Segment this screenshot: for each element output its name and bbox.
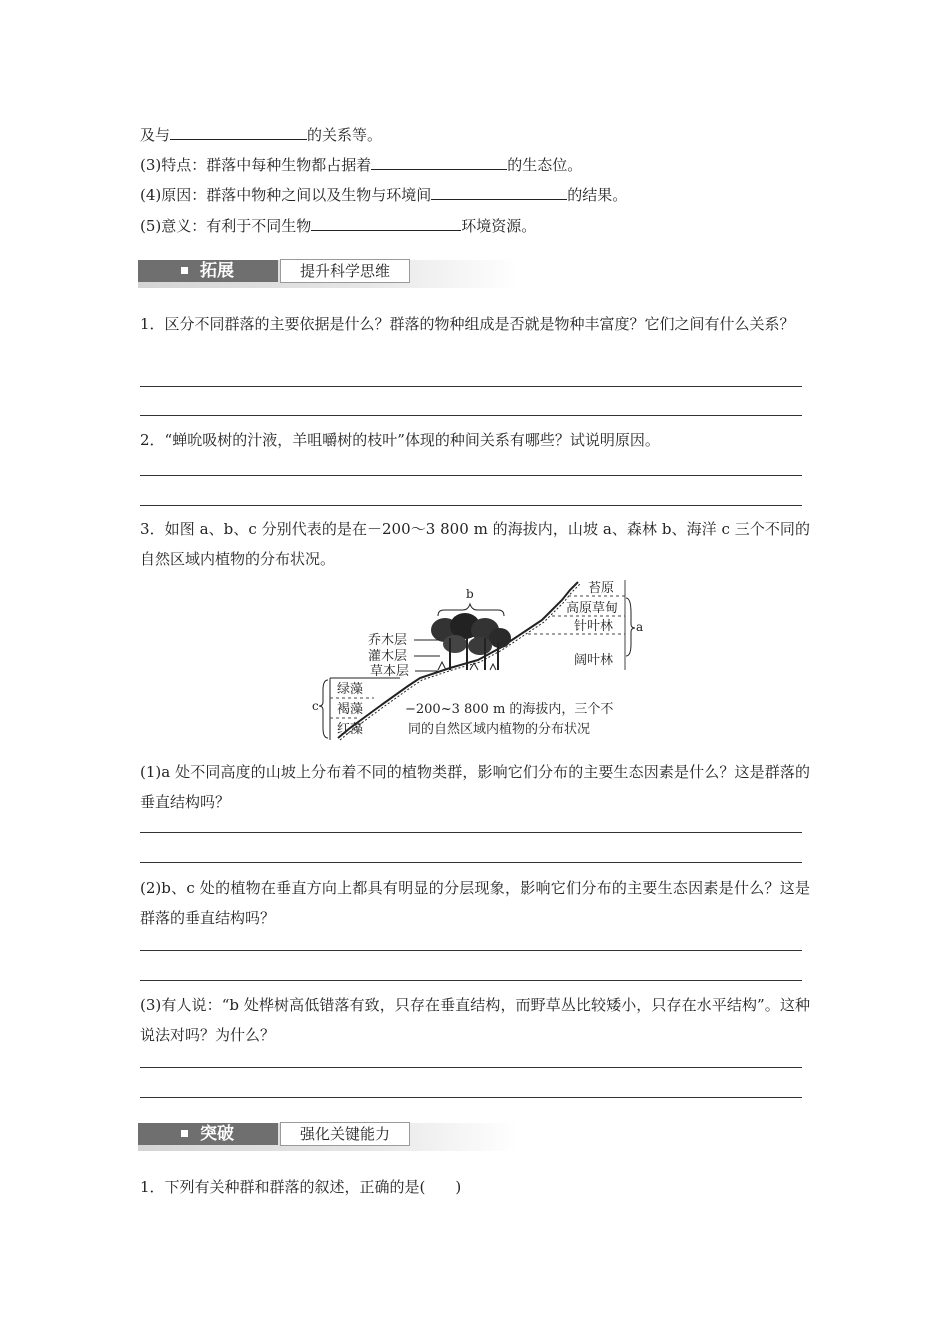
square-bullet-icon — [181, 267, 188, 274]
blank-line-significance: (5)意义：有利于不同生物 环境资源。 — [140, 217, 537, 235]
layer-shrub: 灌木层 — [368, 649, 408, 664]
banner-tag: 突破 — [200, 1124, 234, 1144]
practice-question-1: 1．下列有关种群和群落的叙述，正确的是( ) — [140, 1178, 462, 1196]
question-3-2: (2)b、c 处的植物在垂直方向上都具有明显的分层现象，影响它们分布的主要生态因素是什么？这是群落的垂直结构吗？ — [140, 879, 810, 927]
banner-tag: 拓展 — [200, 261, 234, 281]
label-c: c — [312, 699, 319, 713]
blank-line-reason: (4)原因：群落中物种之间以及生物与环境间 的结果。 — [140, 186, 628, 204]
section-banner-breakthrough — [138, 1118, 518, 1152]
answer-line[interactable] — [140, 1067, 802, 1068]
answer-line[interactable] — [140, 475, 802, 476]
layer-tree: 乔木层 — [368, 633, 408, 648]
figure-caption-line1: −200~3 800 m 的海拔内，三个不 — [405, 702, 614, 717]
banner-label: 强化关键能力 — [280, 1122, 410, 1146]
answer-blank[interactable] — [371, 154, 507, 170]
answer-line[interactable] — [140, 505, 802, 506]
layer-herb: 草本层 — [370, 664, 410, 679]
zone-alpine-meadow: 高原草甸 — [566, 601, 619, 616]
answer-blank[interactable] — [170, 124, 307, 140]
layer-brown-algae: 褐藻 — [337, 702, 364, 717]
layer-green-algae: 绿藻 — [337, 682, 364, 697]
zone-coniferous-forest: 针叶林 — [574, 619, 614, 634]
answer-line[interactable] — [140, 832, 802, 833]
figure-caption-line2: 同的自然区域内植物的分布状况 — [408, 722, 591, 737]
answer-line[interactable] — [140, 386, 802, 387]
answer-blank[interactable] — [311, 215, 461, 231]
zone-broadleaf-forest: 阔叶林 — [574, 653, 614, 668]
answer-line[interactable] — [140, 950, 802, 951]
question-3-1: (1)a 处不同高度的山坡上分布着不同的植物类群，影响它们分布的主要生态因素是什么？这是群落的垂直结构吗？ — [140, 763, 810, 811]
answer-blank[interactable] — [431, 184, 567, 200]
section-banner-extension — [138, 255, 518, 289]
question-3: 3．如图 a、b、c 分别代表的是在－200～3 800 m 的海拔内，山坡 a、森林 b、海洋 c 三个不同的自然区域内植物的分布状况。 — [140, 520, 810, 568]
layer-red-algae: 红藻 — [337, 722, 364, 737]
question-3-3: (3)有人说：“b 处桦树高低错落有致，只存在垂直结构，而野草丛比较矮小，只存在水平结构”。这种说法对吗？为什么？ — [140, 996, 810, 1044]
question-1: 1．区分不同群落的主要依据是什么？群落的物种组成是否就是物种丰富度？它们之间有什么关系？ — [140, 315, 795, 333]
banner-label: 提升科学思维 — [280, 259, 410, 283]
vegetation-distribution-figure — [312, 578, 645, 743]
answer-line[interactable] — [140, 415, 802, 416]
answer-line[interactable] — [140, 980, 802, 981]
zone-tundra: 苔原 — [588, 581, 615, 596]
answer-line[interactable] — [140, 1097, 802, 1098]
label-a: a — [636, 620, 644, 634]
blank-line-relations: 及与 的关系等。 — [140, 126, 383, 144]
answer-line[interactable] — [140, 862, 802, 863]
square-bullet-icon — [181, 1130, 188, 1137]
question-2: 2．“蝉吮吸树的汁液，羊咀嚼树的枝叶”体现的种间关系有哪些？试说明原因。 — [140, 431, 660, 449]
blank-line-characteristic: (3)特点：群落中每种生物都占据着 的生态位。 — [140, 156, 583, 174]
label-b: b — [466, 587, 474, 601]
